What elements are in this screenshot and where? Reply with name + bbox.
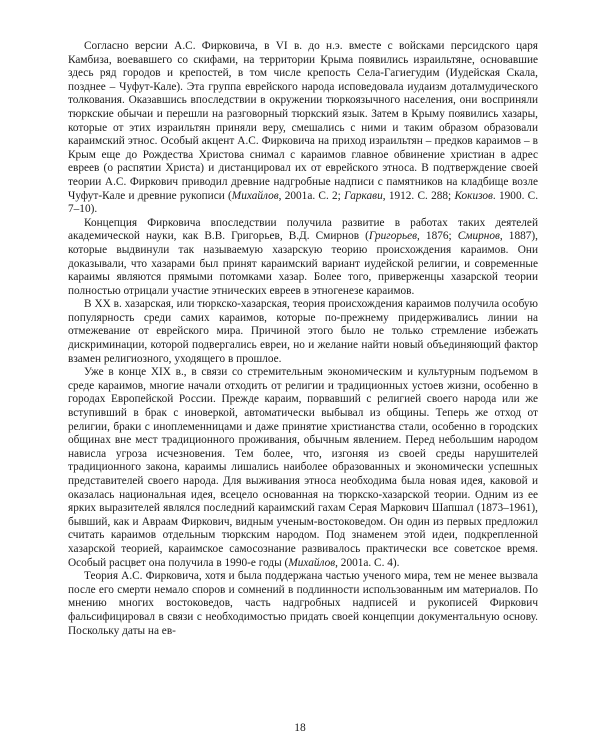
paragraph-text: , 1887), которые выдвинули так называемую хазарскую теорию происхождения караимов. Они доказывали, что хазарами был принят караимский вариант иудейской религии, и современные караимы являются прямыми потомками хазар. Более того, приверженцы хазарской теории полностью отрицали участие этнических евреев в этногенезе караимов. [68,230,538,297]
page-body [68,40,538,638]
paragraph-text: , 2001а. С. 4). [335,556,400,569]
citation-author: Смирнов [457,230,500,243]
citation-author: Гаркави [344,189,383,202]
citation-author: Михайлов [231,189,279,202]
paragraph-text: , 1876; [417,230,458,243]
paragraph-text: , 2001а. С. 2; [278,189,345,202]
paragraph-5 [68,570,538,638]
paragraph-text: Концепция Фирковича впоследствии получила развитие в работах таких деятелей академической науки, как В.В. Григорьев, В.Д. Смирнов ( [68,216,538,243]
paragraph-text: Теория А.С. Фирковича, хотя и была поддержана частью ученого мира, тем не менее вызвала после его смерти немало споров и сомнений в подлинности использованным им материалов. По мнению многих востоковедов, часть надгробных надписей и рукописей Фиркович фальсифицировал в связи с необходимостью придать своей концепции документальную основу. Поскольку даты на ев- [68,570,538,637]
paragraph-4 [68,366,538,570]
citation-author: Михайлов [288,556,336,569]
paragraph-text: . 1900. С. 7–10). [68,189,539,216]
paragraph-text: Уже в конце XIX в., в связи со стремительным экономическим и культурным подъемом в среде караимов, многие начали отходить от религии и традиционных устоев жизни, особенно в городах Европейской России. Прежде караим, порвавший с религией своего народа или же вступивший в брак с иноверкой, автоматически выбывал из общины. Теперь же отход от религии, браки с иноплеменницами и даже принятие христианства стали, особенно в городских общинах вне мест традиционного проживания, обычным явлением. Перед небольшим народом нависла угроза исчезновения. Тем более, что, изгоняя из своей среды нарушителей традиционного закона, караимы лишались наиболее образованных и экономически успешных представителей своего народа. Для выживания этноса необходима была новая идея, каковой и оказалась национальная идея, всецело основанная на тюркско-хазарской теории. Одним из ее ярких выразителей являлся последний караимский гахам Серая Маркович Шапшал (1873–1961), бывший, как и Авраам Фиркович, видным ученым-востоковедом. Он один из первых предложил считать караимов отдельным тюркским народом. Под знаменем этой идеи, подкрепленной хазарской теорией, караимское самосознание развивалось практически все советское время. Особый расцвет она получила в 1990-е годы ( [68,366,538,569]
paragraph-3 [68,298,538,366]
paragraph-1 [68,40,538,217]
paragraph-2 [68,217,538,299]
paragraph-text: , 1912. С. 288; [382,189,455,202]
citation-author: Кокизов [454,189,493,202]
citation-author: Григорьев [368,230,418,243]
paragraph-text: Согласно версии А.С. Фирковича, в VI в. до н.э. вместе с войсками персидского царя Камбиза, воевавшего со скифами, на территории Крыма появились израильтяне, основавшие здесь ряд городов и крепостей, в том числе крепость Села-Гагиегудим (Иудейская Скала, позднее – Чуфут-Кале). Эта группа еврейского народа исповедовала иудаизм доталмудического толкования. Оказавшись впоследствии в окружении тюркоязычного населения, они восприняли тюркские обычаи и перешли на разговорный тюркский язык. Затем в Крыму появились хазары, которые от этих израильтян приняли веру, смешались с ними и таким образом образовали караимский этнос. Особый акцент А.С. Фирковича на приход израильтян – предков караимов – в Крым еще до Рождества Христова снимал с караимов главное обвинение христиан в адрес евреев (о распятии Христа) и дистанцировал их от еврейского этноса. В подтверждение своей теории А.С. Фиркович приводил древние надгробные надписи с памятников на кладбище возле Чуфут-Кале и древние рукописи ( [68,40,538,202]
paragraph-text: В XX в. хазарская, или тюркско-хазарская, теория происхождения караимов получила особую популярность среди самих караимов, которые по-прежнему придерживались линии на отмежевание от еврейского мира. Причиной этого было не только стремление избежать дискриминации, которой подвергались евреи, но и желание найти новый объединяющий фактор взамен религиозного, уходящего в прошлое. [68,298,538,365]
page-number: 18 [294,722,306,734]
